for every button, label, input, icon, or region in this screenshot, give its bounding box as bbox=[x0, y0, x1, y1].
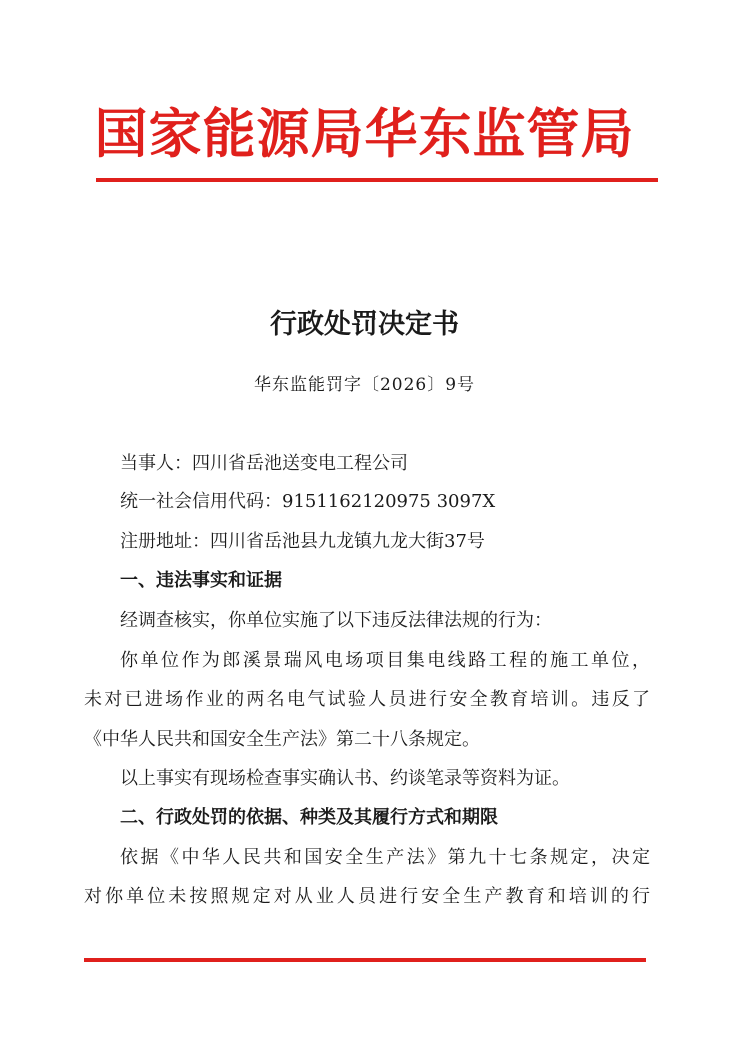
credit-code-line: 统一社会信用代码：9151162120975 3097X bbox=[120, 491, 496, 512]
section-2-paragraph-1-line-2: 对你单位未按照规定对从业人员进行安全生产教育和培训的行 bbox=[84, 886, 650, 907]
address-line: 注册地址：四川省岳池县九龙镇九龙大街37号 bbox=[120, 531, 485, 552]
footer-red-rule bbox=[84, 958, 646, 962]
section-1-paragraph-2-line-3: 《中华人民共和国安全生产法》第二十八条规定。 bbox=[84, 729, 480, 750]
party-name-line: 当事人：四川省岳池送变电工程公司 bbox=[120, 453, 408, 474]
section-1-paragraph-3: 以上事实有现场检查事实确认书、约谈笔录等资料为证。 bbox=[120, 768, 570, 789]
section-2-paragraph-1-line-1: 依据《中华人民共和国安全生产法》第九十七条规定，决定 bbox=[120, 847, 650, 868]
section-1-paragraph-1: 经调查核实，你单位实施了以下违反法律法规的行为： bbox=[120, 610, 552, 631]
document-number: 华东监能罚字〔2026〕9号 bbox=[253, 375, 476, 395]
section-1-paragraph-2-line-2: 未对已进场作业的两名电气试验人员进行安全教育培训。违反了 bbox=[84, 689, 650, 710]
document-title: 行政处罚决定书 bbox=[270, 309, 459, 340]
masthead-red-rule bbox=[96, 178, 658, 182]
issuer-masthead: 国家能源局华东监管局 bbox=[94, 103, 635, 165]
section-1-heading: 一、违法事实和证据 bbox=[120, 570, 282, 591]
section-1-paragraph-2-line-1: 你单位作为郎溪景瑞风电场项目集电线路工程的施工单位， bbox=[120, 650, 650, 671]
section-2-heading: 二、行政处罚的依据、种类及其履行方式和期限 bbox=[120, 807, 498, 828]
